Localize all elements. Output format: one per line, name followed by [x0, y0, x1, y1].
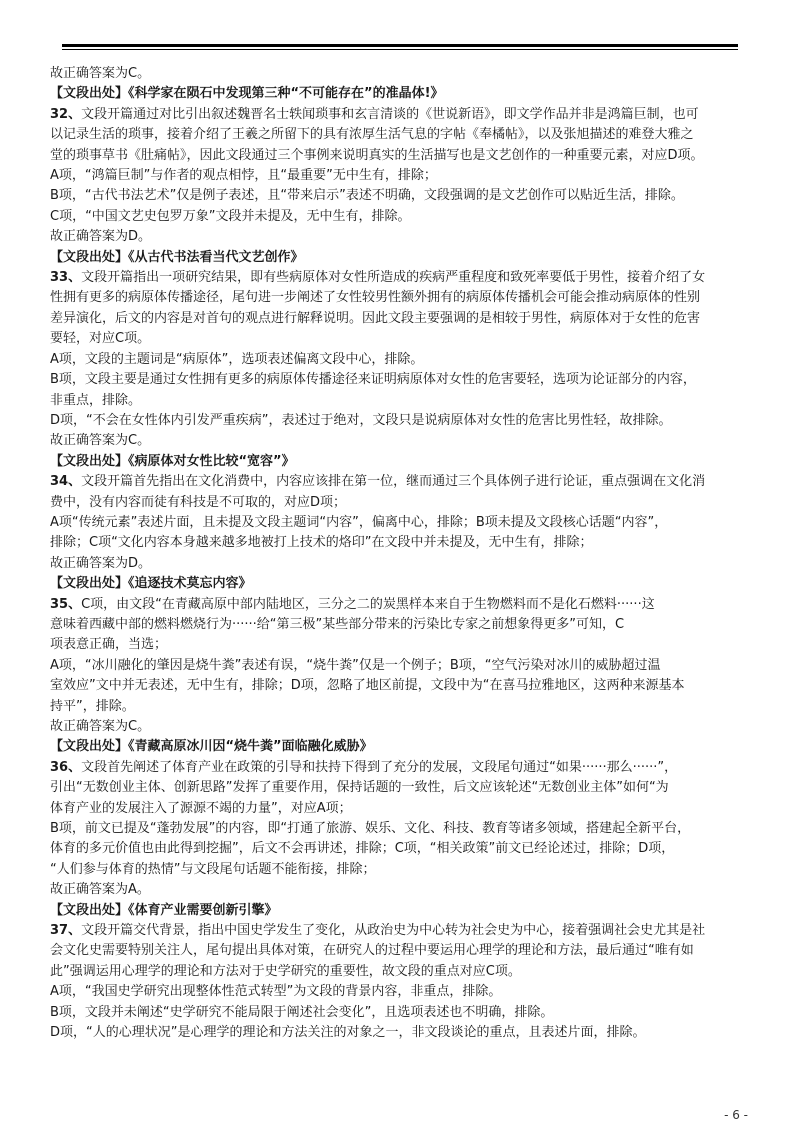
- question-number: 35、: [50, 596, 82, 612]
- text-line: 意味着西藏中部的燃料燃烧行为······给“第三极”某些部分带来的污染比专家之前想象得更多”可知，C: [50, 616, 625, 632]
- text-line: B项，“古代书法艺术”仅是例子表述，且“带来启示”表述不明确，文段强调的是文艺创作可以贴近生活，排除。: [50, 188, 684, 204]
- text-line: 此”强调运用心理学的理论和方法对于史学研究的重要性，故文段的重点对应C项。: [50, 963, 521, 979]
- question-number: 36、: [50, 759, 82, 775]
- text-line: C项，“中国文艺史包罗万象”文段并未提及，无中生有，排除。: [50, 208, 411, 224]
- text-line: 以记录生活的琐事，接着介绍了王羲之所留下的具有浓厚生活气息的字帖《奉橘帖》，以及张旭描述的难登大雅之: [50, 127, 694, 143]
- question-number: 33、: [50, 270, 82, 286]
- page-number: - 6 -: [724, 1108, 748, 1122]
- text-line: 体育产业的发展注入了源源不竭的力量”，对应A项；: [50, 800, 352, 816]
- header-rule-thin: [62, 49, 738, 50]
- text-line: 排除；C项“文化内容本身越来越多地被打上技术的烙印”在文段中并未提及，无中生有，排除；: [50, 535, 593, 551]
- text-line: 故正确答案为D。: [50, 555, 152, 571]
- text-line: B项，前文已提及“蓬勃发展”的内容，即“打通了旅游、娱乐、文化、科技、教育等诸多领域，搭建起全新平台，: [50, 821, 691, 837]
- text-line: D项，“人的心理状况”是心理学的理论和方法关注的对象之一，非文段谈论的重点，且表述片面，排除。: [50, 1025, 646, 1041]
- text-line: A项，文段的主题词是“病原体”，选项表述偏离文段中心，排除。: [50, 351, 424, 367]
- text-line: 故正确答案为C。: [50, 66, 151, 81]
- question-number: 37、: [50, 923, 82, 939]
- text-line: 费中，没有内容而徒有科技是不可取的，对应D项；: [50, 494, 347, 510]
- document-body: [50, 64, 742, 1044]
- text-line: A项，“我国史学研究出现整体性范式转型”为文段的背景内容，非重点，排除。: [50, 984, 502, 1000]
- text-line: A项，“鸿篇巨制”与作者的观点相悖，且“最重要”无中生有，排除；: [50, 168, 437, 184]
- header-rule-thick: [62, 44, 738, 47]
- question-explanation-line: 34、文段开篇首先指出在文化消费中，内容应该排在第一位，继而通过三个具体例子进行论证，重点强调在文化消: [50, 474, 706, 490]
- text-line: 堂的琐事草书《肚痛帖》，因此文段通过三个事例来说明真实的生活描写也是文艺创作的一种重要元素，对应D项。: [50, 147, 704, 163]
- text-line: B项，文段主要是通过女性拥有更多的病原体传播途径来证明病原体对女性的危害要轻，选项为论证部分的内容，: [50, 372, 696, 388]
- question-number: 34、: [50, 474, 82, 490]
- text-line: B项，文段并未阐述“史学研究不能局限于阐述社会变化”，且选项表述也不明确，排除。: [50, 1004, 554, 1020]
- source-citation-line: 【文段出处】《病原体对女性比较“宽容”》: [50, 453, 295, 469]
- text-line: 体育的多元价值也由此得到挖掘”，后文不会再讲述，排除；C项，“相关政策”前文已经论述过，排除；D项，: [50, 841, 675, 857]
- text-line: 引出“无数创业主体、创新思路”发挥了重要作用，保持话题的一致性，后文应该轮述“无数创业主体”如何“为: [50, 780, 669, 796]
- text-line: 故正确答案为D。: [50, 229, 152, 245]
- text-line: 室效应”文中并无表述，无中生有，排除；D项，忽略了地区前提，文段中为“在喜马拉雅地区，这两种来源基本: [50, 678, 685, 694]
- source-citation-line: 【文段出处】《科学家在陨石中发现第三种“不可能存在”的准晶体!》: [50, 86, 444, 102]
- text-line: 故正确答案为A。: [50, 882, 150, 898]
- source-citation-line: 【文段出处】《青藏高原冰川因“烧牛粪”面临融化威胁》: [50, 739, 373, 755]
- question-explanation-line: 35、C项，由文段“在青藏高原中部内陆地区，三分之二的炭黑样本来自于生物燃料而不是化石燃料······这: [50, 596, 655, 612]
- text-line: “人们参与体育的热情”与文段尾句话题不能衔接，排除；: [50, 861, 376, 877]
- question-explanation-line: 32、文段开篇通过对比引出叙述魏晋名士轶闻琐事和玄言清谈的《世说新语》，即文学作品并非是鸿篇巨制，也可: [50, 106, 699, 122]
- text-line: 非重点，排除。: [50, 392, 142, 408]
- text-line: 会文化史需要特别关注人，尾句提出具体对策，在研究人的过程中要运用心理学的理论和方法，最后通过“唯有如: [50, 943, 694, 959]
- text-line: 要轻，对应C项。: [50, 331, 151, 347]
- text-line: 差异演化，后文的内容是对首句的观点进行解释说明。因此文段主要强调的是相较于男性，病原体对于女性的危害: [50, 310, 701, 326]
- text-line: 故正确答案为C。: [50, 433, 151, 449]
- text-line: 故正确答案为C。: [50, 719, 151, 734]
- question-explanation-line: 37、文段开篇交代背景，指出中国史学发生了变化，从政治史为中心转为社会史为中心，接着强调社会史尤其是社: [50, 923, 706, 939]
- question-number: 32、: [50, 106, 82, 122]
- source-citation-line: 【文段出处】《体育产业需要创新引擎》: [50, 902, 278, 918]
- text-line: A项“传统元素”表述片面，且未提及文段主题词“内容”，偏离中心，排除；B项未提及文段核心话题“内容”，: [50, 514, 668, 530]
- text-line: A项，“冰川融化的肇因是烧牛粪”表述有误，“烧牛粪”仅是一个例子；B项，“空气污染对冰川的威胁超过温: [50, 657, 661, 673]
- question-explanation-line: 33、文段开篇指出一项研究结果，即有些病原体对女性所造成的疾病严重程度和致死率要低于男性，接着介绍了女: [50, 270, 706, 286]
- text-line: 性拥有更多的病原体传播途径，尾句进一步阐述了女性较男性额外拥有的病原体传播机会可能会推动病原体的性别: [50, 290, 701, 306]
- source-citation-line: 【文段出处】《追逐技术莫忘内容》: [50, 576, 252, 592]
- text-line: D项，“不会在女性体内引发严重疾病”，表述过于绝对，文段只是说病原体对女性的危害比男性轻，故排除。: [50, 412, 672, 428]
- question-explanation-line: 36、文段首先阐述了体育产业在政策的引导和扶持下得到了充分的发展，文段尾句通过“如果······那么······”，: [50, 759, 678, 775]
- text-line: 项表意正确，当选；: [50, 637, 168, 653]
- source-citation-line: 【文段出处】《从古代书法看当代文艺创作》: [50, 249, 304, 265]
- text-line: 持平”，排除。: [50, 698, 135, 714]
